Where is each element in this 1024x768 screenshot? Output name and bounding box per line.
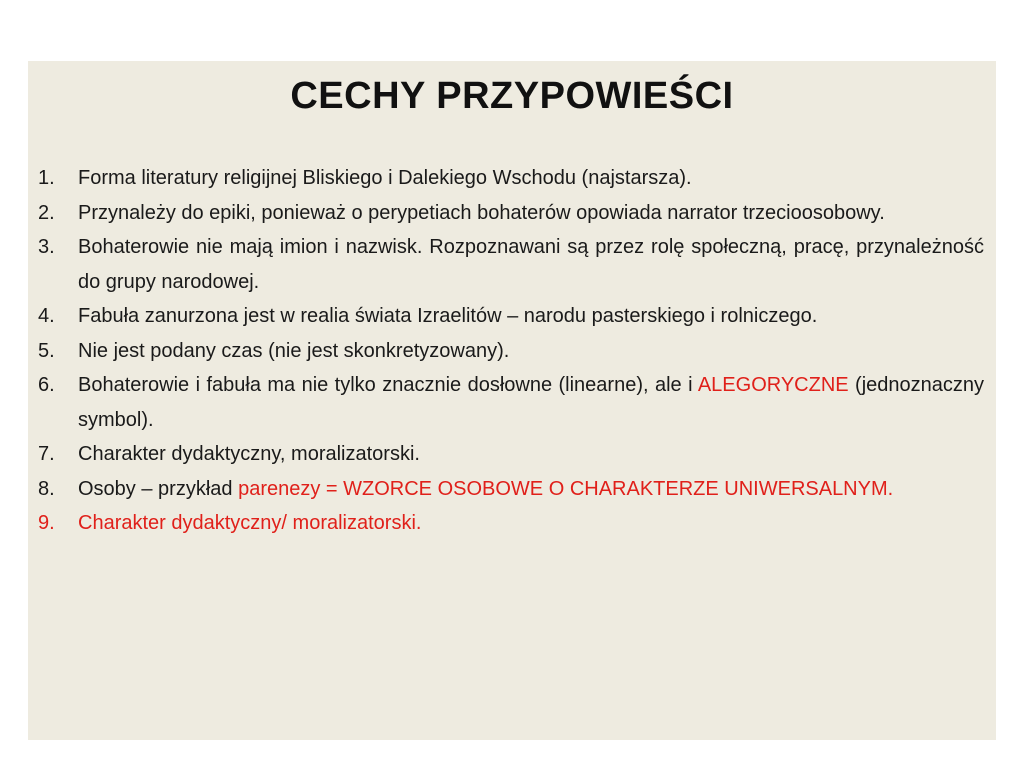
- item-text: Forma literatury religijnej Bliskiego i Dalekiego Wschodu (najstarsza).: [78, 167, 692, 189]
- item-text: Bohaterowie nie mają imion i nazwisk. Rozpoznawani są przez rolę społeczną, pracę, przynależność do grupy narodowej.: [78, 236, 984, 293]
- list-item: [38, 472, 984, 507]
- item-text: Bohaterowie i fabuła ma nie tylko znacznie dosłowne (linearne), ale i: [78, 374, 698, 396]
- item-text: Charakter dydaktyczny, moralizatorski.: [78, 443, 420, 465]
- list-item: [38, 161, 984, 196]
- list-item: [38, 196, 984, 231]
- item-number: 8.: [38, 477, 55, 500]
- item-text: Osoby – przykład: [78, 477, 239, 500]
- item-text: Fabuła zanurzona jest w realia świata Izraelitów – narodu pasterskiego i rolniczego.: [78, 305, 818, 327]
- list-item: [38, 230, 984, 299]
- slide: [28, 61, 996, 740]
- list-item: [38, 368, 984, 437]
- list-item: [38, 299, 984, 334]
- item-number: 1.: [38, 167, 55, 189]
- list-item: [38, 437, 984, 472]
- item-number: 3.: [38, 236, 55, 258]
- item-text: (jednoznaczny symbol).: [78, 374, 984, 431]
- item-number: 6.: [38, 374, 55, 396]
- highlight-text: ALEGORYCZNE: [697, 374, 849, 396]
- features-list: [38, 161, 984, 541]
- item-number: 4.: [38, 305, 55, 327]
- item-text: Charakter dydaktyczny/ moralizatorski.: [78, 512, 422, 534]
- item-number: 7.: [38, 443, 55, 465]
- item-number: 5.: [38, 339, 55, 362]
- item-text: Nie jest podany czas (nie jest skonkretyzowany).: [78, 339, 510, 362]
- item-number: 2.: [38, 201, 55, 224]
- slide-title: CECHY PRZYPOWIEŚCI: [290, 75, 734, 117]
- item-number: 9.: [38, 512, 55, 534]
- list-item: [38, 506, 984, 541]
- list-item: [38, 334, 984, 369]
- item-text: Przynależy do epiki, ponieważ o perypetiach bohaterów opowiada narrator trzecioosobowy.: [78, 201, 885, 224]
- highlight-text: parenezy = WZORCE OSOBOWE O CHARAKTERZE UNIWERSALNYM.: [238, 477, 894, 500]
